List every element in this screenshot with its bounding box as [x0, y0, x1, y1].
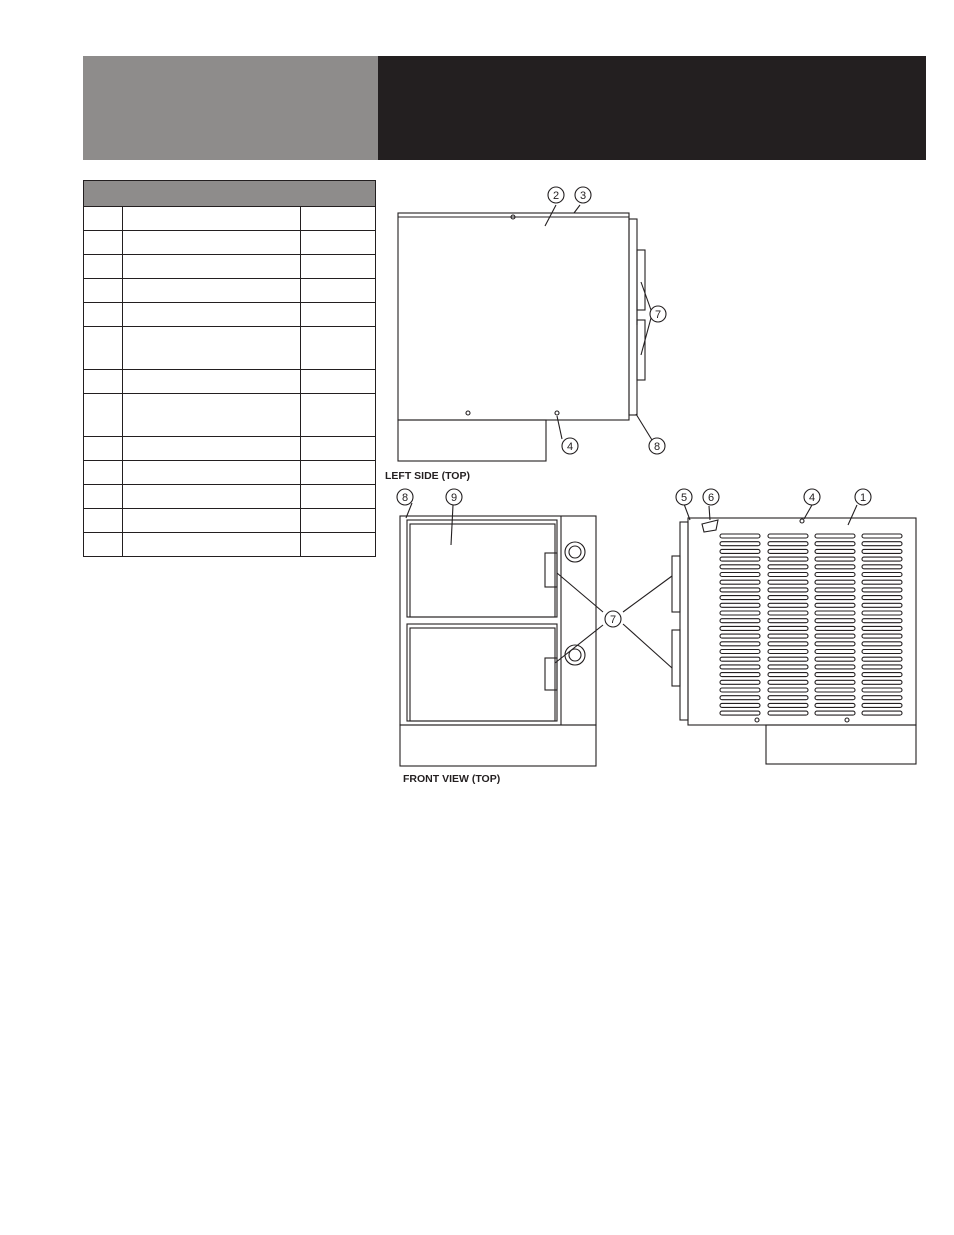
callout-3	[575, 187, 591, 203]
louver-slot	[862, 565, 902, 569]
louver-slot	[720, 650, 760, 654]
louver-slot	[768, 565, 808, 569]
louver-grille	[720, 534, 902, 715]
louver-slot	[720, 549, 760, 553]
svg-text:7: 7	[654, 309, 662, 321]
svg-text:2: 2	[552, 190, 560, 202]
louver-slot	[768, 573, 808, 577]
louver-slot	[815, 642, 855, 646]
louver-slot	[720, 688, 760, 692]
louver-slot	[720, 680, 760, 684]
louver-slot	[768, 680, 808, 684]
svg-text:8: 8	[401, 492, 409, 504]
svg-text:6: 6	[707, 492, 715, 504]
louver-slot	[815, 696, 855, 700]
louver-slot	[720, 542, 760, 546]
louver-slot	[815, 557, 855, 561]
louver-slot	[815, 665, 855, 669]
louver-slot	[862, 588, 902, 592]
louver-slot	[815, 565, 855, 569]
louver-slot	[862, 650, 902, 654]
callout-1	[855, 489, 871, 505]
louver-slot	[815, 634, 855, 638]
callout-4-right-side	[804, 489, 820, 505]
louver-slot	[862, 711, 902, 715]
louver-slot	[815, 588, 855, 592]
svg-text:1: 1	[859, 492, 867, 504]
louver-slot	[862, 634, 902, 638]
louver-slot	[862, 665, 902, 669]
louver-slot	[720, 696, 760, 700]
louver-slot	[768, 642, 808, 646]
louver-slot	[815, 549, 855, 553]
louver-slot	[768, 657, 808, 661]
louver-slot	[862, 603, 902, 607]
louver-slot	[720, 642, 760, 646]
svg-text:7: 7	[609, 614, 617, 626]
louver-slot	[720, 626, 760, 630]
svg-text:4: 4	[566, 441, 574, 453]
louver-slot	[862, 573, 902, 577]
louver-slot	[862, 557, 902, 561]
svg-text:4: 4	[808, 492, 816, 504]
louver-slot	[862, 534, 902, 538]
louver-slot	[815, 657, 855, 661]
louver-slot	[768, 588, 808, 592]
louver-slot	[720, 573, 760, 577]
louver-slot	[768, 626, 808, 630]
louver-slot	[815, 580, 855, 584]
louver-slot	[720, 611, 760, 615]
louver-slot	[720, 665, 760, 669]
louver-slot	[768, 634, 808, 638]
callout-2	[548, 187, 564, 203]
svg-text:8: 8	[653, 441, 661, 453]
louver-slot	[862, 696, 902, 700]
louver-slot	[862, 549, 902, 553]
callout-8-left-side	[649, 438, 665, 454]
callout-4-left-side	[562, 438, 578, 454]
callout-7-left-side	[650, 306, 666, 322]
louver-slot	[720, 596, 760, 600]
louver-slot	[815, 573, 855, 577]
louver-slot	[720, 580, 760, 584]
callout-6	[703, 489, 719, 505]
callout-8-front	[397, 489, 413, 505]
louver-slot	[768, 580, 808, 584]
louver-slot	[815, 611, 855, 615]
louver-slot	[720, 711, 760, 715]
louver-slot	[815, 680, 855, 684]
louver-slot	[815, 650, 855, 654]
louver-slot	[815, 596, 855, 600]
louver-slot	[768, 688, 808, 692]
louver-slot	[720, 634, 760, 638]
louver-slot	[768, 534, 808, 538]
louver-slot	[815, 542, 855, 546]
louver-slot	[768, 673, 808, 677]
louver-slot	[768, 549, 808, 553]
louver-slot	[768, 611, 808, 615]
louver-slot	[768, 596, 808, 600]
louver-slot	[768, 696, 808, 700]
louver-slot	[862, 542, 902, 546]
louver-slot	[862, 580, 902, 584]
louver-slot	[768, 650, 808, 654]
louver-slot	[815, 534, 855, 538]
louver-slot	[768, 603, 808, 607]
svg-text:9: 9	[450, 492, 458, 504]
louver-slot	[862, 619, 902, 623]
louver-slot	[862, 596, 902, 600]
louver-slot	[720, 603, 760, 607]
callout-7-front	[605, 611, 621, 627]
svg-text:5: 5	[680, 492, 688, 504]
louver-slot	[815, 688, 855, 692]
louver-slot	[862, 673, 902, 677]
louver-slot	[815, 673, 855, 677]
louver-slot	[815, 603, 855, 607]
louver-slot	[862, 611, 902, 615]
louver-slot	[862, 688, 902, 692]
left-side-view	[398, 205, 652, 461]
louver-slot	[862, 642, 902, 646]
caption-front-view: FRONT VIEW (TOP)	[403, 773, 501, 785]
louver-slot	[720, 565, 760, 569]
louver-slot	[720, 619, 760, 623]
louver-slot	[815, 703, 855, 707]
louver-slot	[862, 657, 902, 661]
louver-slot	[768, 557, 808, 561]
louver-slot	[720, 534, 760, 538]
louver-slot	[768, 619, 808, 623]
louver-slot	[768, 711, 808, 715]
louver-slot	[862, 703, 902, 707]
louver-slot	[720, 588, 760, 592]
front-view	[400, 503, 603, 766]
louver-slot	[720, 557, 760, 561]
louver-slot	[720, 657, 760, 661]
callout-5	[676, 489, 692, 505]
louver-slot	[862, 680, 902, 684]
louver-slot	[815, 626, 855, 630]
louver-slot	[768, 703, 808, 707]
louver-slot	[815, 711, 855, 715]
louver-slot	[815, 619, 855, 623]
svg-text:3: 3	[579, 190, 587, 202]
louver-slot	[768, 665, 808, 669]
caption-left-side: LEFT SIDE (TOP)	[385, 470, 470, 482]
callout-9	[446, 489, 462, 505]
louver-slot	[720, 673, 760, 677]
louver-slot	[720, 703, 760, 707]
louver-slot	[862, 626, 902, 630]
louver-slot	[768, 542, 808, 546]
